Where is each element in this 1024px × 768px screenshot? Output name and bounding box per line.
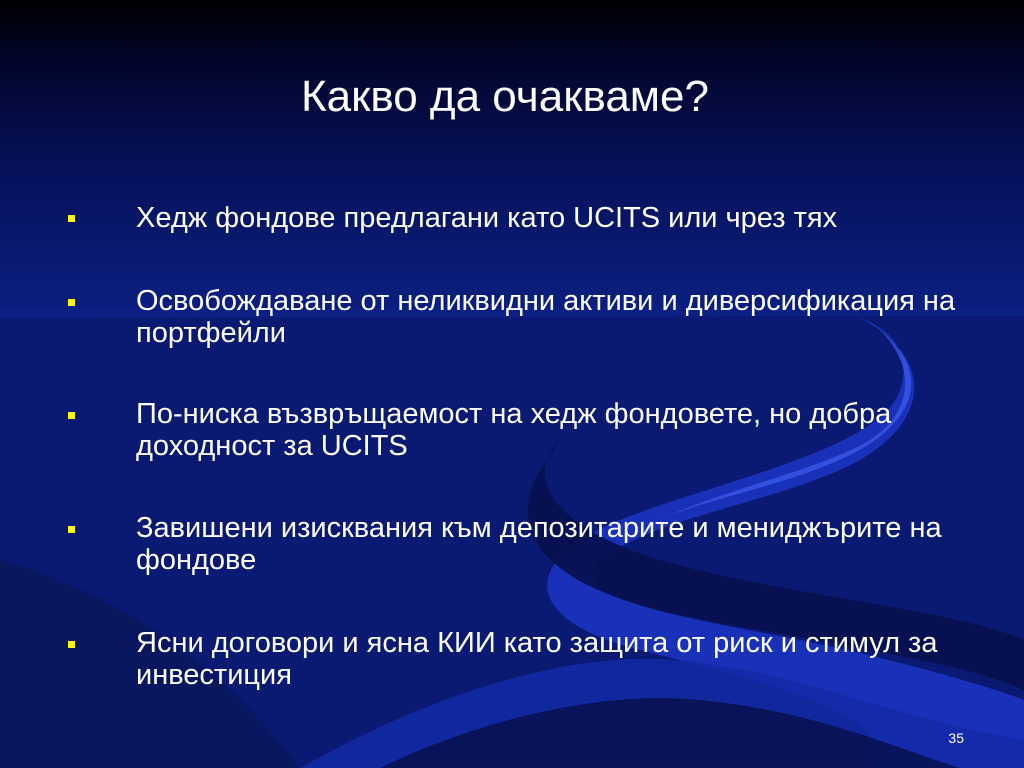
- bullet-text: Ясни договори и ясна КИИ като защита от риск и стимул за инвестиция: [136, 627, 938, 691]
- square-bullet-icon: [68, 215, 75, 222]
- bullet-text: Завишени изисквания към депозитарите и мениджърите на фондове: [136, 512, 942, 576]
- square-bullet-icon: [68, 299, 75, 306]
- bullet-text: Освобождаване от неликвидни активи и диверсификация на портфейли: [136, 285, 956, 349]
- square-bullet-icon: [68, 641, 75, 648]
- bullet-text: По-ниска възвръщаемост на хедж фондовете, но добра доходност за UCITS: [136, 398, 892, 462]
- bullet-text: Хедж фондове предлагани като UCITS или чрез тях: [136, 202, 838, 234]
- square-bullet-icon: [68, 412, 75, 419]
- page-number: 35: [948, 730, 964, 746]
- square-bullet-icon: [68, 526, 75, 533]
- slide-title: Какво да очакваме?: [301, 72, 709, 121]
